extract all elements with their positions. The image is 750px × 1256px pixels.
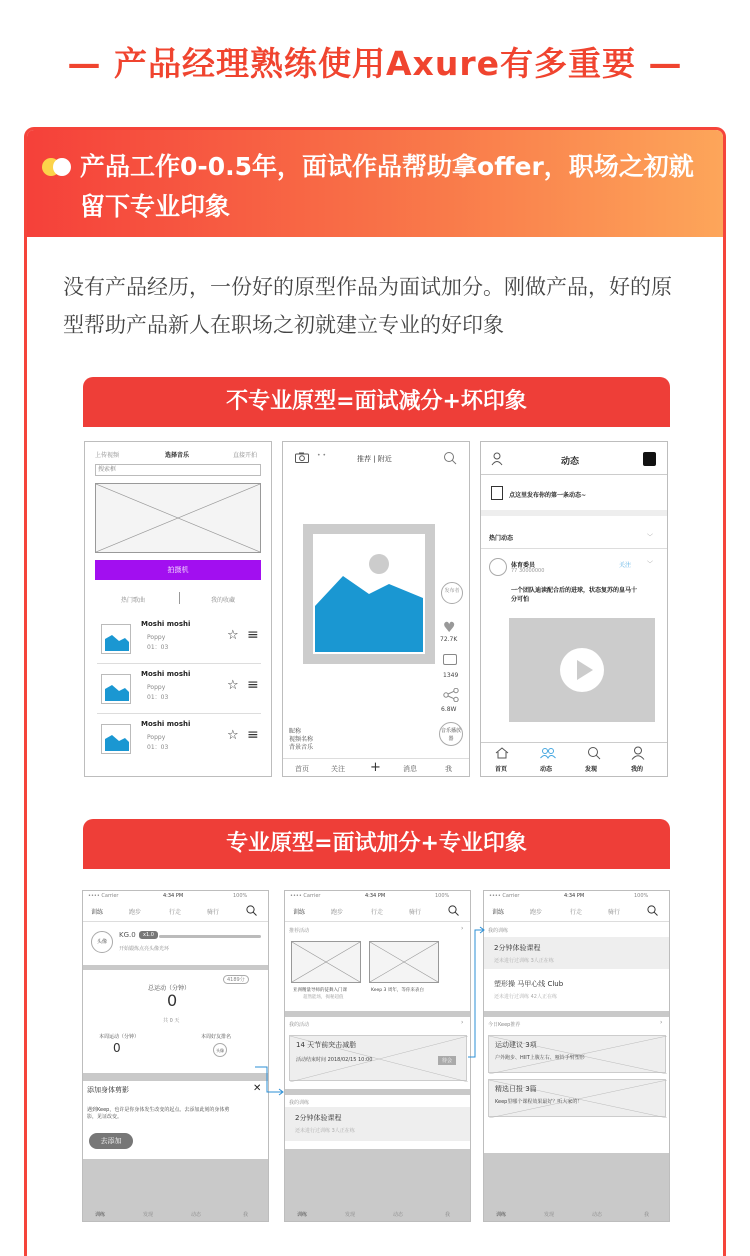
tab-walk[interactable]: 行走 bbox=[371, 909, 384, 916]
tab-hot-songs[interactable]: 热门歌曲 bbox=[121, 597, 146, 604]
search-input[interactable]: 搜索框 bbox=[95, 464, 261, 476]
bottom-tab-train[interactable]: 训练 bbox=[95, 1212, 106, 1218]
week-label: 本周运动（分钟） bbox=[99, 1034, 140, 1040]
page-title: — 产品经理熟练使用Axure有多重要 — bbox=[67, 44, 683, 83]
add-silhouette-button[interactable]: 去添加 bbox=[89, 1133, 133, 1149]
level-label: KG.0 bbox=[119, 931, 136, 939]
course-sub: 还未进行过训练 3人正在练 bbox=[295, 1128, 355, 1134]
status-carrier: •••• Carrier bbox=[489, 893, 520, 899]
total-label: 总运动（分钟） bbox=[148, 985, 191, 992]
recommend-sub: 户外跑步、HIIT上腹左右、哑铃手臂塑形 bbox=[495, 1055, 585, 1061]
menu-icon[interactable]: ≡ bbox=[247, 677, 259, 693]
bottom-tab-create[interactable]: + bbox=[370, 760, 381, 775]
recommend-title: 运动建议 3项 bbox=[495, 1041, 537, 1049]
panel-text: 遇到Keep，也许是你身体发生改变的起点。去添加此刻的身体剪影，见证改变。 bbox=[87, 1107, 230, 1120]
menu-icon[interactable]: ≡ bbox=[247, 627, 259, 643]
follow-button[interactable]: 关注 bbox=[619, 562, 632, 569]
post-prompt[interactable]: 点这里发布你的第一条动态~ bbox=[509, 492, 587, 499]
bottom-tab-messages[interactable]: 消息 bbox=[403, 765, 417, 773]
chevron-down-icon[interactable]: ﹀ bbox=[647, 561, 654, 568]
bottom-tab-discover[interactable]: 发现 bbox=[345, 1212, 356, 1218]
status-time: 4:34 PM bbox=[365, 893, 386, 899]
level-tip: 开始锻炼点亮头像光环 bbox=[119, 946, 170, 952]
tab-run[interactable]: 跑步 bbox=[331, 909, 344, 916]
chevron-right-icon[interactable]: › bbox=[461, 925, 464, 932]
comments-count: 1349 bbox=[443, 672, 459, 679]
bottom-tab-me[interactable]: 我 bbox=[644, 1212, 650, 1218]
tab-ride[interactable]: 骑行 bbox=[409, 909, 422, 916]
bottom-tab-mine[interactable]: 我的 bbox=[631, 766, 644, 773]
bad-prototype-banner: 不专业原型=面试减分+坏印象 bbox=[83, 377, 670, 427]
card-intro: 没有产品经历，一份好的原型作品为面试加分。刚做产品，好的原型帮助产品新人在职场之初就建立专业的好印象 bbox=[63, 275, 672, 337]
feature-card bbox=[24, 127, 726, 1256]
course-sub: 还未进行过训练 42人正在练 bbox=[494, 994, 557, 1000]
bottom-tab-feed[interactable]: 动态 bbox=[191, 1212, 202, 1218]
song-title: Moshi moshi bbox=[141, 670, 191, 678]
week-value: 0 bbox=[113, 1041, 121, 1055]
nav-upload[interactable]: 上传视频 bbox=[95, 452, 120, 459]
recommend-title: 精选日报 3篇 bbox=[495, 1085, 537, 1093]
course-title: 塑形操 马甲心线 Club bbox=[494, 980, 564, 988]
song-title: Moshi moshi bbox=[141, 620, 191, 628]
star-icon[interactable]: ☆ bbox=[227, 678, 239, 693]
feed-title: 动态 bbox=[561, 457, 580, 467]
shares-count: 6.8W bbox=[441, 706, 457, 713]
status-battery: 100% bbox=[435, 893, 450, 899]
bottom-tab-feed[interactable]: 动态 bbox=[540, 766, 553, 773]
tab-train[interactable]: 训练 bbox=[492, 909, 505, 916]
tab-train[interactable]: 训练 bbox=[91, 909, 104, 916]
caption-music: 背景音乐 bbox=[289, 744, 314, 751]
star-icon[interactable]: ☆ bbox=[227, 728, 239, 743]
chevron-right-icon[interactable]: › bbox=[660, 1019, 663, 1026]
menu-icon[interactable]: ≡ bbox=[247, 727, 259, 743]
tab-ride[interactable]: 骑行 bbox=[207, 909, 220, 916]
feed-tabs[interactable]: 推荐 | 附近 bbox=[357, 455, 392, 463]
bottom-tab-me[interactable]: 我 bbox=[445, 1212, 451, 1218]
card-heading: 产品工作0-0.5年，面试作品帮助拿offer，职场之初就留下专业印象 bbox=[80, 152, 694, 221]
bottom-tab-discover[interactable]: 发现 bbox=[585, 766, 598, 773]
status-carrier: •••• Carrier bbox=[88, 893, 119, 899]
dots-indicator: • • bbox=[317, 452, 326, 459]
course-sub: 还未进行过训练 3人正在练 bbox=[494, 958, 554, 964]
recommend-heading: 今日Keep推荐 bbox=[488, 1022, 521, 1028]
tab-walk[interactable]: 行走 bbox=[570, 909, 583, 916]
bottom-tab-me[interactable]: 我 bbox=[445, 765, 452, 773]
user-sub: 77 30000000 bbox=[511, 568, 545, 574]
bottom-tab-follow[interactable]: 关注 bbox=[331, 765, 345, 773]
recommend-sub: Keep里哪个课程效果最好？听大家的！ bbox=[495, 1099, 583, 1105]
level-badge: x1.0 bbox=[139, 931, 158, 939]
shoot-button[interactable]: 拍摄机 bbox=[95, 560, 261, 580]
music-player-icon[interactable]: 音乐播放器 bbox=[439, 722, 463, 746]
bottom-tab-discover[interactable]: 发现 bbox=[544, 1212, 555, 1218]
activity-card-sub: 超然能场，揭秘超值 bbox=[303, 995, 344, 1000]
panel-title: 添加身体剪影 bbox=[87, 1086, 129, 1094]
bottom-tab-home[interactable]: 首页 bbox=[495, 766, 508, 773]
hot-heading: 热门动态 bbox=[489, 535, 514, 542]
status-time: 4:34 PM bbox=[163, 893, 184, 899]
star-icon[interactable]: ☆ bbox=[227, 628, 239, 643]
tab-run[interactable]: 跑步 bbox=[129, 909, 142, 916]
caption-nickname: 昵称 bbox=[289, 728, 302, 735]
song-time: 01：03 bbox=[147, 644, 169, 651]
song-time: 01：03 bbox=[147, 694, 169, 701]
bottom-tab-train[interactable]: 训练 bbox=[297, 1212, 308, 1218]
tab-run[interactable]: 跑步 bbox=[530, 909, 543, 916]
chevron-right-icon[interactable]: › bbox=[461, 1019, 464, 1026]
friends-label[interactable]: 本周好友排名 bbox=[201, 1034, 232, 1040]
activity-date: 活动结束时间 2018/02/15 10:00 bbox=[296, 1057, 373, 1063]
my-activities-heading: 我的活动 bbox=[289, 1022, 310, 1028]
likes-count: 72.7K bbox=[440, 636, 458, 643]
days-count: 共 0 天 bbox=[163, 1018, 180, 1024]
my-training-heading: 我的训练 bbox=[488, 928, 509, 934]
activity-title: 14 天节前突击减脂 bbox=[296, 1041, 357, 1049]
song-artist: Poppy bbox=[147, 734, 166, 741]
user-name[interactable]: 体育委员 bbox=[511, 562, 536, 569]
close-icon[interactable]: ✕ bbox=[253, 1083, 262, 1094]
tab-walk[interactable]: 行走 bbox=[169, 909, 182, 916]
activity-tag[interactable]: 待会 bbox=[438, 1056, 456, 1065]
status-carrier: •••• Carrier bbox=[290, 893, 321, 899]
my-training-heading: 我的训练 bbox=[289, 1100, 310, 1106]
friend-avatar[interactable]: 头像 bbox=[213, 1043, 227, 1057]
activity-card-title: 亚洲精量导师的徒舞入门课 bbox=[293, 988, 347, 993]
bottom-tab-home[interactable]: 首页 bbox=[295, 765, 309, 773]
status-battery: 100% bbox=[233, 893, 248, 899]
status-time: 4:34 PM bbox=[564, 893, 585, 899]
post-text: 一个团队迪读配合后的进球，状态复苏的皇马十分可怕 bbox=[511, 587, 638, 603]
recommended-heading: 推荐活动 bbox=[289, 928, 310, 934]
song-title: Moshi moshi bbox=[141, 720, 191, 728]
heart-icon[interactable]: ♥ bbox=[443, 620, 456, 636]
points-badge[interactable]: 4189分 bbox=[223, 975, 249, 984]
nav-music[interactable]: 选择音乐 bbox=[165, 452, 190, 459]
bottom-tab-feed[interactable]: 动态 bbox=[393, 1212, 404, 1218]
nav-shoot[interactable]: 直接开拍 bbox=[233, 452, 258, 459]
tab-train[interactable]: 训练 bbox=[293, 909, 306, 916]
flow-connectors bbox=[27, 130, 726, 1256]
song-time: 01：03 bbox=[147, 744, 169, 751]
chevron-down-icon[interactable]: ﹀ bbox=[647, 534, 654, 541]
song-artist: Poppy bbox=[147, 684, 166, 691]
tab-favorites[interactable]: 我的收藏 bbox=[211, 597, 236, 604]
status-battery: 100% bbox=[634, 893, 649, 899]
good-prototype-banner: 专业原型=面试加分+专业印象 bbox=[83, 819, 670, 869]
course-title: 2分钟体验课程 bbox=[494, 944, 541, 952]
bottom-tab-feed[interactable]: 动态 bbox=[592, 1212, 603, 1218]
bottom-tab-discover[interactable]: 发现 bbox=[143, 1212, 154, 1218]
publisher-avatar[interactable]: 发布者 bbox=[441, 582, 463, 604]
bottom-tab-me[interactable]: 我 bbox=[243, 1212, 249, 1218]
avatar[interactable]: 头像 bbox=[91, 931, 113, 953]
tab-ride[interactable]: 骑行 bbox=[608, 909, 621, 916]
bottom-tab-train[interactable]: 训练 bbox=[496, 1212, 507, 1218]
song-artist: Poppy bbox=[147, 634, 166, 641]
caption-video-name: 视频名称 bbox=[289, 736, 314, 743]
activity-card-title: Keep 3 周年，等你来表白 bbox=[371, 988, 424, 993]
total-value: 0 bbox=[167, 991, 178, 1010]
course-title: 2分钟体验课程 bbox=[295, 1114, 342, 1122]
